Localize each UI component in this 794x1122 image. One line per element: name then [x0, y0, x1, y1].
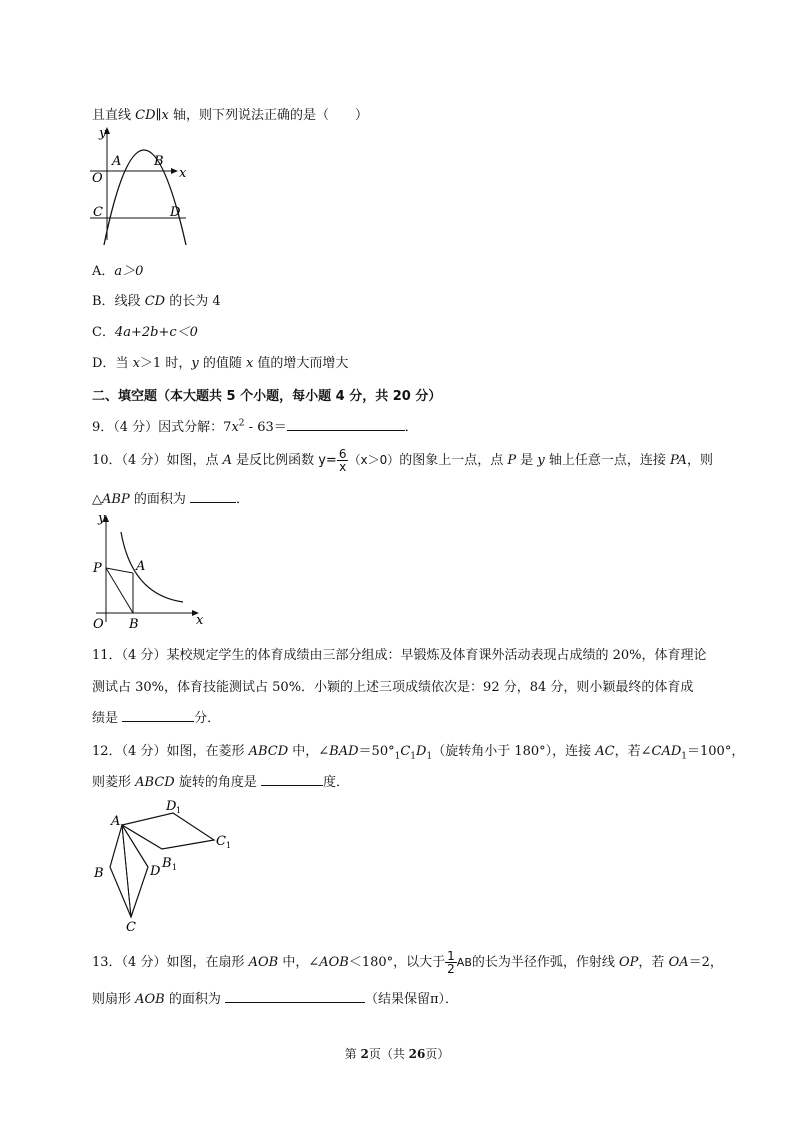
q12-text-m: ，若∠ [614, 744, 652, 759]
q10-line1 [92, 448, 713, 473]
q13-frac-ab: AB [456, 956, 472, 969]
footer-total-pages: 26 [408, 1047, 426, 1061]
q8-option-d-text-c: ＞1 时， [139, 356, 192, 371]
q13-line1 [92, 950, 723, 975]
q13-answer-blank[interactable] [225, 990, 365, 1003]
q12-text-k: （旋转角小于 180°），连接 [432, 744, 596, 759]
q8-label-y: y [99, 126, 107, 141]
q11-text-a: 绩是 [92, 711, 123, 726]
q12-text-2a: 则菱形 [92, 775, 136, 790]
q8-option-b-var: CD [144, 294, 166, 309]
q10-func-y: y= [318, 453, 337, 468]
q12-sub-f: 1 [394, 751, 401, 762]
q8-option-c-label: C． [92, 325, 115, 340]
q13-text-2d: （结果保留π）． [365, 992, 459, 1007]
q12-var-abcd-2: ABCD [135, 775, 175, 790]
q8-label-x: x [179, 166, 187, 181]
q10-text-a: 10．（4 分）如图，点 [92, 453, 223, 468]
q13-var-oa: OA [668, 955, 689, 970]
q8-option-d [92, 352, 348, 371]
section-heading-fill-in: 二、填空题（本大题共 5 个小题，每小题 4 分，共 20 分） [92, 389, 442, 404]
q12-label-b1: B [162, 856, 172, 871]
q13-var-op: OP [619, 955, 639, 970]
page-footer [0, 1045, 794, 1062]
q10-fraction [337, 448, 349, 473]
q8-option-d-text-a: 当 [115, 356, 133, 371]
q8-label-c: C [93, 205, 103, 220]
q10-frac-den: x [339, 460, 347, 474]
q8-label-a: A [112, 154, 122, 169]
q12-text-p: ＝100°， [687, 744, 745, 759]
q8-option-a-text: a＞0 [114, 264, 144, 279]
q8-stem-var-cd: CD [135, 108, 156, 123]
q8-stem-end: 轴，则下列说法正确的是（ ） [168, 108, 369, 123]
footer-text-b: 页（共 [368, 1047, 409, 1061]
q12-var-cad: CAD [651, 744, 682, 759]
q8-stem-text: 且直线 [92, 108, 136, 123]
q13-frac-den: 2 [447, 962, 455, 976]
q8-option-d-var-x2: x [245, 356, 254, 371]
q12-line1 [92, 740, 744, 762]
q10-var-abp: ABP [102, 492, 130, 507]
q10-line2 [92, 488, 249, 507]
q13-line2 [92, 988, 458, 1007]
q10-condition: （x＞0） [348, 453, 400, 467]
q12-var-bad: BAD [329, 744, 359, 759]
q12-var-ac: AC [595, 744, 615, 759]
q12-sub-h: 1 [410, 751, 417, 762]
q8-option-b-text: 线段 [114, 294, 145, 309]
q8-option-c-text: 4a+2b+c＜0 [114, 325, 198, 340]
q12-var-c: C [400, 744, 411, 759]
q8-label-o: O [92, 171, 103, 186]
q12-text-e: ＝50° [358, 744, 395, 759]
q12-var-abcd: ABCD [248, 744, 289, 759]
q12-line2 [92, 771, 349, 790]
q10-var-pa: PA [670, 453, 687, 468]
footer-text-c: 页） [425, 1047, 450, 1061]
q13-text-a: 13．（4 分）如图，在扇形 [92, 955, 249, 970]
q8-stem-var-x: x [161, 108, 169, 123]
q13-var-aob-2: AOB [319, 955, 349, 970]
q10-var-p: P [507, 453, 517, 468]
q10-label-b: B [129, 617, 139, 632]
q10-var-y: y [537, 453, 545, 468]
q8-option-b-tail: 的长为 4 [165, 294, 221, 309]
q10-label-p: P [93, 561, 102, 576]
q8-option-d-var-y: y [191, 356, 199, 371]
q12-text-2c: 旋转的角度是 [174, 775, 261, 790]
q13-text-f: 的长为半径作弧，作射线 [471, 955, 620, 970]
q12-label-b1-sub: 1 [172, 863, 178, 872]
q10-text-f: 是 [516, 453, 538, 468]
q12-label-c1: C [216, 834, 226, 849]
q8-stem [92, 104, 368, 123]
q9 [92, 416, 418, 435]
q10-label-a: A [136, 559, 146, 574]
q12-text-2d: 度． [322, 775, 349, 790]
q12-answer-blank[interactable] [261, 773, 323, 786]
q10-triangle-symbol: △ [92, 492, 102, 507]
q8-option-b-label: B． [92, 294, 115, 309]
q12-label-d1-sub: 1 [176, 806, 182, 815]
q9-prefix: 9．（4 分）因式分解：7 [92, 420, 232, 435]
q10-label-y: y [98, 511, 106, 526]
q12-label-c: C [126, 920, 136, 933]
q10-answer-blank[interactable] [190, 490, 236, 503]
q10-label-o: O [93, 617, 104, 632]
q8-option-d-var-x: x [132, 356, 140, 371]
q12-sub-j: 1 [426, 751, 433, 762]
q11-text-b: 分． [194, 711, 221, 726]
q8-parabola-graph [88, 125, 198, 247]
q10-frac-num: 6 [338, 447, 347, 461]
q10-text-j: ，则 [686, 453, 713, 468]
q13-text-2c: 的面积为 [164, 992, 226, 1007]
q9-var: x [231, 420, 239, 435]
q10-text-c: 是反比例函数 [231, 453, 319, 468]
q11-answer-blank[interactable] [122, 709, 194, 722]
q10-segment-pb [106, 568, 133, 613]
q12-var-d: D [416, 744, 427, 759]
q13-text-h: ，若 [638, 955, 669, 970]
q12-rhombus-graph [88, 795, 248, 933]
q11-line1: 11．（4 分）某校规定学生的体育成绩由三部分组成：早锻炼及体育课外活动表现占成绩的 20%，体育理论 [92, 648, 707, 663]
q13-fraction [445, 950, 457, 975]
q13-var-aob: AOB [248, 955, 279, 970]
footer-page-number: 2 [360, 1047, 369, 1061]
q11-line2: 测试占 30%，体育技能测试占 50%．小颖的上述三项成绩依次是：92 分，84 分，则小颖最终的体育成 [92, 680, 694, 695]
q12-text-a: 12．（4 分）如图，在菱形 [92, 744, 249, 759]
q8-label-d: D [170, 205, 181, 220]
q11-line3 [92, 707, 220, 726]
q9-suffix: - 63＝ [244, 420, 287, 435]
q10-label-x: x [196, 613, 204, 628]
q8-option-d-text-g: 值的增大而增大 [253, 356, 349, 371]
q8-option-c [92, 321, 198, 340]
q9-exponent: 2 [238, 418, 245, 429]
q12-rhombus-abcd [110, 825, 148, 917]
footer-text-a: 第 [344, 1047, 361, 1061]
q13-text-e: ＜180°，以大于 [348, 955, 446, 970]
q12-segment-a-c [122, 825, 131, 917]
q13-var-aob-3: AOB [135, 992, 165, 1007]
q13-text-j: ＝2， [688, 955, 723, 970]
q13-text-2a: 则扇形 [92, 992, 136, 1007]
q10-text-d: 的图象上一点，点 [399, 453, 508, 468]
q10-hyperbola-graph [88, 510, 208, 636]
q10-hyperbola-curve [121, 532, 183, 602]
q12-text-c: 中，∠ [288, 744, 330, 759]
q8-parallel-symbol: ∥ [155, 108, 162, 123]
q10-var-a: A [222, 453, 232, 468]
q8-x-arrow [171, 168, 178, 174]
q8-option-d-text-e: 的值随 [198, 356, 246, 371]
q8-option-b [92, 290, 221, 309]
q10-end: ． [235, 492, 249, 507]
q9-answer-blank[interactable] [287, 418, 405, 431]
q12-label-a: A [111, 814, 121, 829]
q8-option-a-label: A． [92, 264, 115, 279]
q12-sub-o: 1 [681, 751, 688, 762]
q9-end: ． [404, 420, 418, 435]
q13-frac-num: 1 [447, 949, 455, 963]
q12-label-c1-sub: 1 [226, 841, 232, 850]
q8-option-d-label: D． [92, 356, 116, 371]
q10-text-h: 轴上任意一点，连接 [544, 453, 670, 468]
q12-label-b: B [94, 866, 104, 881]
q12-rhombus-ab1c1d1 [122, 813, 214, 849]
q8-label-b: B [154, 154, 164, 169]
q12-label-d: D [150, 864, 161, 879]
q13-text-c: 中，∠ [278, 955, 320, 970]
q10-segment-pa [106, 568, 133, 573]
q12-label-d1: D [166, 799, 177, 814]
q8-option-a [92, 260, 143, 279]
q10-text-area: 的面积为 [129, 492, 190, 507]
